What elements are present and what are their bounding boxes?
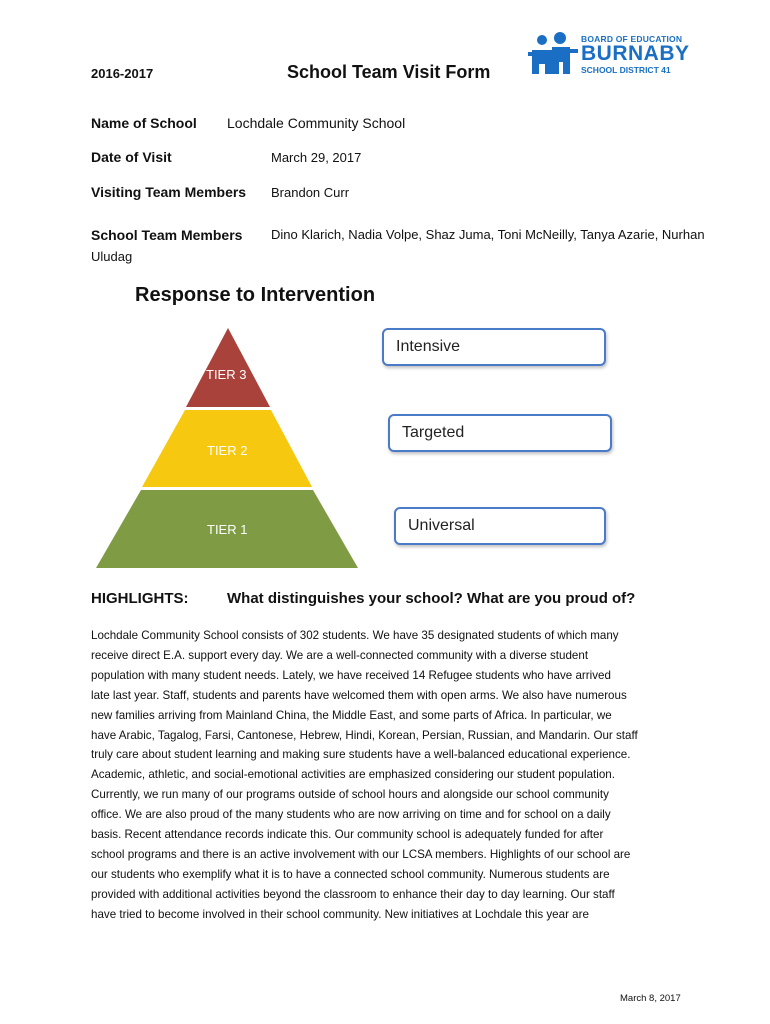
paragraph-line: truly care about student learning and making sure students have a well-balanced educational experience. bbox=[91, 748, 631, 762]
highlights-label: HIGHLIGHTS: bbox=[91, 590, 189, 607]
family-figures-icon bbox=[528, 32, 580, 76]
paragraph-line: basis. Recent attendance records indicate this. Our community school is adequately funded for after bbox=[91, 828, 604, 842]
school-name-value: Lochdale Community School bbox=[227, 115, 406, 131]
tier-1-label: TIER 1 bbox=[207, 522, 248, 537]
tier-2-box bbox=[388, 414, 612, 452]
paragraph-line: new families arriving from Mainland China, the Middle East, and some parts of Africa. In particular, we bbox=[91, 708, 612, 722]
tier-1-box-text: Universal bbox=[408, 517, 475, 534]
paragraph-line: have tried to become involved in their school community. New initiatives at Lochdale this year are bbox=[91, 907, 589, 921]
diagram-title: Response to Intervention bbox=[135, 284, 376, 306]
paragraph-line: receive direct E.A. support every day. We are a well-connected community with a diverse student bbox=[91, 648, 589, 662]
logo-top-text: BOARD OF EDUCATION bbox=[581, 34, 683, 44]
logo-name-text: BURNABY bbox=[581, 42, 690, 65]
paragraph-line: Currently, we run many of our programs outside of school hours and alongside our school community bbox=[91, 788, 609, 802]
highlights-question: What distinguishes your school? What are you proud of? bbox=[227, 590, 636, 607]
paragraph-line: late last year. Staff, students and parents have welcomed them with open arms. We also have numerous bbox=[91, 688, 627, 702]
tier-1-box bbox=[394, 507, 606, 545]
visiting-team-label: Visiting Team Members bbox=[91, 184, 247, 200]
date-value: March 29, 2017 bbox=[271, 150, 362, 165]
tier-3-label: TIER 3 bbox=[206, 367, 247, 382]
school-team-value-continued: Uludag bbox=[91, 249, 133, 264]
date-label: Date of Visit bbox=[91, 149, 172, 165]
footer-date: March 8, 2017 bbox=[620, 993, 681, 1004]
page-title: School Team Visit Form bbox=[287, 62, 491, 82]
paragraph-line: our students who exemplify what it is to have a connected school community. Numerous students are bbox=[91, 867, 610, 881]
logo-sub-text: SCHOOL DISTRICT 41 bbox=[581, 65, 671, 75]
paragraph-line: Lochdale Community School consists of 302 students. We have 35 designated students of which many bbox=[91, 629, 619, 642]
visiting-team-value: Brandon Curr bbox=[271, 185, 350, 200]
paragraph-line: Academic, athletic, and social-emotional activities are emphasized considering our student population. bbox=[91, 768, 615, 782]
tier-3-box bbox=[382, 328, 606, 366]
tier-3-box-text: Intensive bbox=[396, 338, 461, 355]
school-team-value: Dino Klarich, Nadia Volpe, Shaz Juma, Toni McNeilly, Tanya Azarie, Nurhan bbox=[271, 227, 705, 242]
highlights-paragraph bbox=[91, 626, 691, 925]
paragraph-line: population with many student needs. Lately, we have received 14 Refugee students who have arrived bbox=[91, 668, 611, 682]
school-name-label: Name of School bbox=[91, 115, 197, 131]
burnaby-logo bbox=[528, 32, 690, 76]
paragraph-line: provided with additional activities beyond the classroom to enhance their day to day learning. Our staff bbox=[91, 887, 615, 901]
school-team-label: School Team Members bbox=[91, 227, 243, 243]
paragraph-line: have Arabic, Tagalog, Farsi, Cantonese, Hebrew, Hindi, Korean, Persian, Russian, and Mandarin. Our staff bbox=[91, 728, 638, 742]
paragraph-line: school programs and there is an active involvement with our LCSA members. Highlights of our school are bbox=[91, 847, 631, 861]
paragraph-line: office. We are also proud of the many students who are now arriving on time and for school on a daily bbox=[91, 808, 611, 822]
school-year: 2016-2017 bbox=[91, 66, 154, 81]
tier-2-label: TIER 2 bbox=[207, 443, 248, 458]
tier-2-box-text: Targeted bbox=[402, 424, 465, 441]
